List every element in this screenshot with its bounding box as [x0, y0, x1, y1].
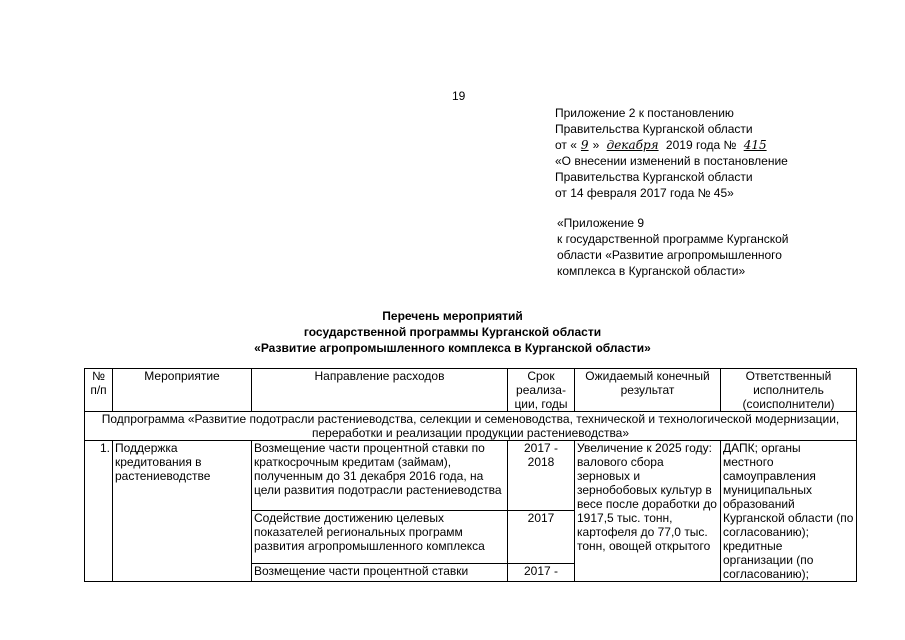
title-line: государственной программы Курганской области — [303, 325, 602, 339]
appendix9-line: области «Развитие агропромышленного — [557, 248, 782, 262]
row-number: 1. — [85, 441, 113, 582]
date-year: 2019 года № — [665, 138, 737, 152]
title-line: Перечень мероприятий — [382, 309, 523, 323]
measures-table — [84, 368, 857, 582]
appendix-line: Правительства Курганской области — [555, 170, 753, 184]
title-line: «Развитие агропромышленного комплекса в Курганской области» — [254, 341, 651, 355]
date-prefix: от « — [555, 138, 577, 152]
appendix-header — [555, 105, 788, 201]
header-measure: Мероприятие — [113, 369, 252, 412]
appendix9-header — [557, 215, 788, 279]
subprogram-title: Подпрограмма «Развитие подотрасли растениеводства, селекции и семеноводства, технической и технологической модернизации, переработки и реализации продукции растениеводства» — [85, 412, 857, 441]
row-term: 2017 - 2018 — [508, 441, 575, 511]
row-direction: Возмещение части процентной ставки — [252, 563, 508, 581]
subprogram-row — [85, 412, 857, 441]
row-term: 2017 — [508, 510, 575, 563]
appendix-date-line — [555, 137, 788, 153]
row-direction: Содействие достижению целевых показателей региональных программ развития агропромышленного комплекса — [252, 510, 508, 563]
table-header-row — [85, 369, 857, 412]
appendix-line: Приложение 2 к постановлению — [555, 106, 734, 120]
row-term: 2017 - — [508, 563, 575, 581]
appendix9-line: «Приложение 9 — [557, 216, 645, 230]
row-measure: Поддержка кредитования в растениеводстве — [113, 441, 252, 582]
appendix-line: Правительства Курганской области — [555, 122, 753, 136]
header-num: № п/п — [85, 369, 113, 412]
header-executor: Ответственный исполнитель (соисполнители) — [721, 369, 857, 412]
appendix-line: от 14 февраля 2017 года № 45» — [555, 186, 734, 200]
document-title — [0, 308, 905, 356]
table-row — [85, 441, 857, 511]
appendix9-line: к государственной программе Курганской — [557, 232, 789, 246]
page-number: 19 — [452, 89, 466, 103]
appendix9-line: комплекса в Курганской области» — [557, 264, 746, 278]
row-direction: Возмещение части процентной ставки по краткосрочным кредитам (займам), полученным до 31 декабря 2016 года, на цели развития подотрасли растениеводства — [252, 441, 508, 511]
date-mid: » — [592, 138, 600, 152]
row-executor: ДАПК; органы местного самоуправления муниципальных образований Курганской области (по согласованию); кредитные организации (по согласованию); — [721, 441, 857, 582]
header-direction: Направление расходов — [252, 369, 508, 412]
resolution-number: 415 — [743, 138, 767, 152]
header-term: Срок реализа-ции, годы — [508, 369, 575, 412]
appendix-line: «О внесении изменений в постановление — [555, 154, 788, 168]
date-month: декабря — [606, 138, 659, 152]
row-result: Увеличение к 2025 году: валового сбора зерновых и зернобобовых культур в весе после доработки до 1917,5 тыс. тонн, картофеля до 77,0 тыс. тонн, овощей открытого — [575, 441, 721, 582]
header-result: Ожидаемый конечный результат — [575, 369, 721, 412]
date-day: 9 — [580, 138, 589, 152]
